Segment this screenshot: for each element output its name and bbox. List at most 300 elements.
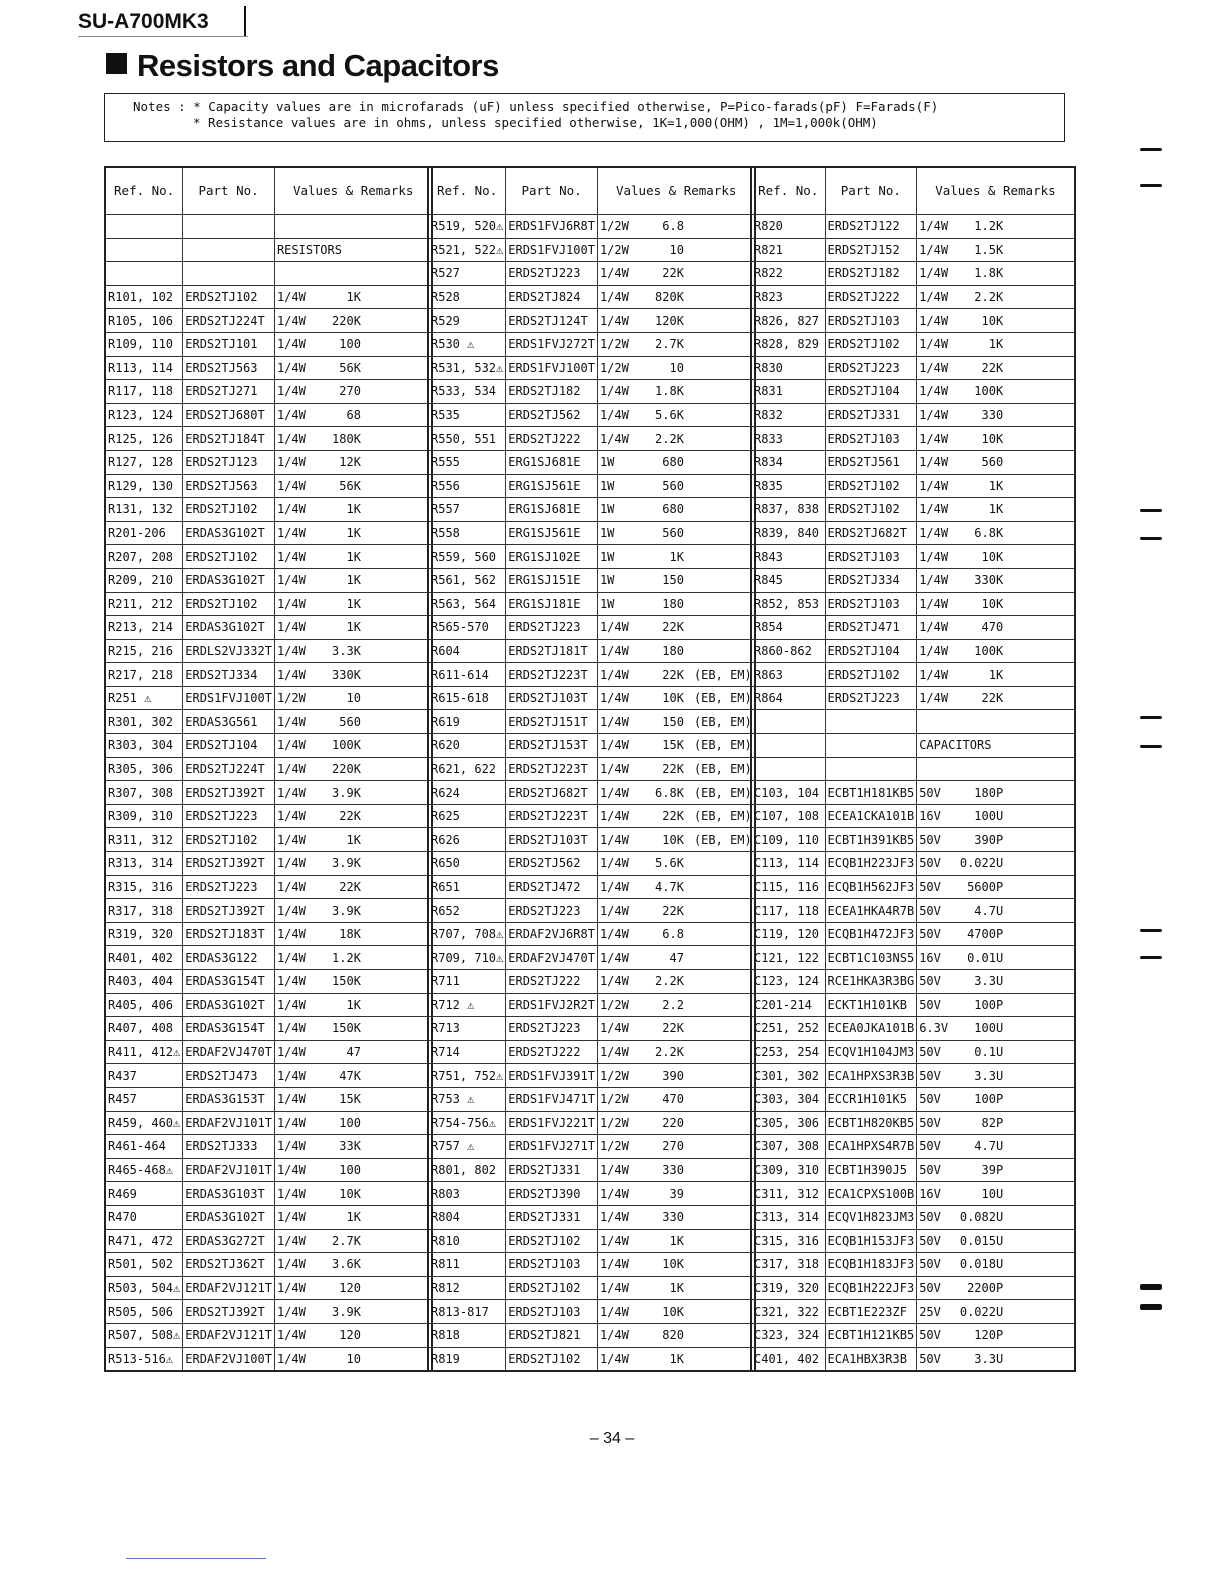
ref-cell <box>105 828 183 852</box>
ref-cell <box>428 757 506 781</box>
table-row <box>751 1111 1075 1135</box>
part-cell <box>825 828 917 852</box>
part-number: ECBT1H820KB5 <box>827 1115 915 1130</box>
remark <box>1003 428 1013 450</box>
remark <box>684 286 694 308</box>
value: 3.3K <box>332 643 361 658</box>
values-cell <box>597 804 755 828</box>
values-cell <box>597 1040 755 1064</box>
value: 22K <box>662 761 684 776</box>
remark <box>1003 1088 1013 1110</box>
rating: 1/4W <box>919 360 949 375</box>
remark <box>684 876 694 898</box>
ref-cell <box>105 663 183 687</box>
ref-number: R211, 212 <box>108 596 174 611</box>
ref-cell <box>751 309 825 333</box>
rating: 1/4W <box>276 1351 306 1366</box>
ref-cell <box>428 1087 506 1111</box>
table-row <box>751 639 1075 663</box>
remark <box>361 1348 371 1370</box>
value: 33K <box>339 1139 361 1154</box>
rating: 1W <box>599 455 615 470</box>
part-cell <box>506 828 598 852</box>
values-cell <box>917 1158 1075 1182</box>
value: 1K <box>346 832 361 847</box>
part-cell <box>506 474 598 498</box>
part-cell <box>183 238 275 262</box>
value: 560 <box>662 526 684 541</box>
value: 1K <box>988 502 1004 517</box>
ref-cell <box>428 1323 506 1347</box>
remark: (EB, EM) <box>693 761 752 776</box>
values-cell <box>597 450 755 474</box>
values-cell <box>917 521 1075 545</box>
values-cell <box>274 757 432 781</box>
remark <box>1003 569 1013 591</box>
part-cell <box>183 592 275 616</box>
value: 470 <box>662 1092 684 1107</box>
values-cell <box>274 568 432 592</box>
header-ref: Ref. No. <box>751 167 825 215</box>
ref-number: C319, 320 <box>754 1281 820 1296</box>
rating: 1/4W <box>276 974 306 989</box>
value: 150 <box>662 714 684 729</box>
part-number: ERDAF2VJ100T <box>185 1351 272 1366</box>
part-cell <box>506 521 598 545</box>
table-row <box>751 1064 1075 1088</box>
part-cell <box>825 498 917 522</box>
rating: 1/4W <box>276 1021 306 1036</box>
values-cell <box>274 1229 432 1253</box>
remark <box>361 900 371 922</box>
part-cell <box>506 568 598 592</box>
rating: 1/4W <box>919 667 949 682</box>
part-cell <box>825 403 917 427</box>
remark <box>1003 664 1013 686</box>
part-number: ECA1HPXS3R3B <box>827 1068 915 1083</box>
part-number: ECEA1CKA101B <box>827 809 915 824</box>
table-row <box>428 1182 755 1206</box>
values-cell <box>597 285 755 309</box>
value: 1K <box>669 1351 684 1366</box>
remark <box>361 498 371 520</box>
remark <box>1003 1230 1013 1252</box>
ref-cell <box>751 238 825 262</box>
table-row <box>751 1087 1075 1111</box>
values-cell <box>274 356 432 380</box>
table-row <box>428 1300 755 1324</box>
rating: 1/4W <box>276 1139 306 1154</box>
ref-cell <box>105 450 183 474</box>
remark <box>684 498 694 520</box>
rating: 1/4W <box>599 927 629 942</box>
table-row <box>428 804 755 828</box>
rating: 50V <box>919 1233 941 1248</box>
value: 1.8K <box>655 384 684 399</box>
remark <box>1003 546 1013 568</box>
value: 180P <box>974 785 1004 800</box>
values-cell <box>274 663 432 687</box>
rating: 1/4W <box>919 573 949 588</box>
values-cell <box>597 1323 755 1347</box>
value: 100K <box>974 643 1004 658</box>
table-row <box>428 1135 755 1159</box>
part-number: ERDS2TJ472 <box>508 879 581 894</box>
values-cell <box>917 285 1075 309</box>
ref-number: R559, 560 <box>431 549 497 564</box>
value: 100 <box>339 337 361 352</box>
part-cell <box>825 592 917 616</box>
part-number: ECBT1H390J5 <box>827 1163 907 1178</box>
part-number: ERDS1FVJ2R2T <box>508 997 595 1012</box>
remark <box>1003 616 1013 638</box>
part-number: ERDS2TJ122 <box>827 219 900 234</box>
value: 3.9K <box>332 856 361 871</box>
value: 1K <box>346 997 361 1012</box>
ref-number: R457 <box>108 1092 137 1107</box>
values-cell <box>597 875 755 899</box>
remark <box>1003 522 1013 544</box>
value: 3.9K <box>332 903 361 918</box>
part-number: ERDS1FVJ221T <box>508 1115 595 1130</box>
margin-mark <box>1140 929 1162 932</box>
part-number: ECQB1H562JF3 <box>827 879 915 894</box>
header-part: Part No. <box>506 167 598 215</box>
remark <box>684 310 694 332</box>
ref-cell <box>428 616 506 640</box>
table-row <box>751 1253 1075 1277</box>
values-cell <box>274 1158 432 1182</box>
ref-number: R757 ⚠ <box>431 1139 475 1154</box>
part-number: ECQB1H153JF3 <box>827 1233 915 1248</box>
part-cell <box>506 757 598 781</box>
ref-cell <box>105 215 183 239</box>
values-cell <box>274 828 432 852</box>
remark <box>361 734 371 756</box>
ref-cell <box>751 545 825 569</box>
ref-number: R852, 853 <box>754 596 820 611</box>
ref-cell <box>428 592 506 616</box>
value: 1K <box>346 596 361 611</box>
margin-mark <box>1140 1284 1162 1290</box>
value: 100P <box>974 1092 1004 1107</box>
part-cell <box>825 545 917 569</box>
part-cell <box>183 710 275 734</box>
table-row <box>105 474 432 498</box>
value: 270 <box>339 384 361 399</box>
ref-cell <box>428 710 506 734</box>
ref-number: C305, 306 <box>754 1115 820 1130</box>
ref-cell <box>751 781 825 805</box>
table-row <box>428 899 755 923</box>
remark: (EB, EM) <box>693 738 752 753</box>
values-cell <box>597 380 755 404</box>
rating: 1/4W <box>599 384 629 399</box>
ref-cell <box>751 427 825 451</box>
ref-number: R624 <box>431 785 460 800</box>
part-cell <box>183 781 275 805</box>
part-number: ECCR1H101K5 <box>827 1092 907 1107</box>
ref-cell <box>105 1182 183 1206</box>
ref-cell <box>751 215 825 239</box>
part-number: ERDS2TJ680T <box>185 408 265 423</box>
ref-number: R129, 130 <box>108 478 174 493</box>
ref-number: R403, 404 <box>108 974 174 989</box>
part-cell <box>183 380 275 404</box>
page-title <box>106 48 499 84</box>
ref-number: R531, 532⚠ <box>431 360 504 375</box>
ref-number: R558 <box>431 526 460 541</box>
part-number: ECA1HPXS4R7B <box>827 1139 915 1154</box>
ref-cell <box>428 356 506 380</box>
part-cell <box>825 1300 917 1324</box>
rating: 1/4W <box>276 431 306 446</box>
value: 2.2K <box>655 431 684 446</box>
value: 120K <box>655 313 684 328</box>
part-cell <box>183 1017 275 1041</box>
ref-number: R822 <box>754 266 783 281</box>
remark <box>684 852 694 874</box>
remark: (EB, EM) <box>693 667 752 682</box>
part-cell <box>825 1111 917 1135</box>
value: 1K <box>346 290 361 305</box>
ref-number: R309, 310 <box>108 809 174 824</box>
remark <box>1003 947 1013 969</box>
table-row <box>428 757 755 781</box>
part-cell <box>183 993 275 1017</box>
values-cell <box>597 757 755 781</box>
table-row <box>428 403 755 427</box>
values-cell <box>274 1347 432 1371</box>
table-row <box>105 1017 432 1041</box>
remark <box>1003 1348 1013 1370</box>
ref-cell <box>105 875 183 899</box>
table-row <box>428 639 755 663</box>
rating: 1/4W <box>276 879 306 894</box>
notes-label: Notes : <box>133 99 186 114</box>
part-number: ERDS2TJ562 <box>508 408 581 423</box>
ref-cell <box>105 710 183 734</box>
ref-number: R201-206 <box>108 526 166 541</box>
values-cell <box>597 1347 755 1371</box>
ref-number: R125, 126 <box>108 431 174 446</box>
ref-number: R411, 412⚠ <box>108 1045 181 1060</box>
value: 15K <box>662 738 684 753</box>
part-number: ERDAS3G154T <box>185 974 265 989</box>
remark <box>361 1277 371 1299</box>
part-cell <box>183 1323 275 1347</box>
part-cell <box>506 922 598 946</box>
value: 10K <box>662 1257 684 1272</box>
ref-cell <box>105 309 183 333</box>
remark <box>361 404 371 426</box>
ref-cell <box>428 262 506 286</box>
part-cell <box>825 970 917 994</box>
part-cell <box>183 1205 275 1229</box>
table-row <box>751 427 1075 451</box>
table-row <box>105 1205 432 1229</box>
table-row <box>751 899 1075 923</box>
remark <box>684 616 694 638</box>
value: 1.8K <box>974 266 1004 281</box>
values-cell <box>274 1040 432 1064</box>
value: 820K <box>655 290 684 305</box>
rating: 1/4W <box>599 290 629 305</box>
part-cell <box>506 1017 598 1041</box>
value: 22K <box>339 879 361 894</box>
part-number: ERDS2TJ182 <box>508 384 581 399</box>
value: 680 <box>662 502 684 517</box>
ref-number: R459, 460⚠ <box>108 1115 181 1130</box>
part-number: ECBT1H181KB5 <box>827 785 915 800</box>
ref-cell <box>751 804 825 828</box>
ref-cell <box>751 875 825 899</box>
remark <box>684 1088 694 1110</box>
value: 4.7K <box>655 879 684 894</box>
ref-cell <box>751 1182 825 1206</box>
part-cell <box>825 1017 917 1041</box>
values-cell <box>597 1182 755 1206</box>
values-cell <box>597 899 755 923</box>
value: 3.3U <box>974 1351 1004 1366</box>
remark <box>684 262 694 284</box>
remark <box>361 1088 371 1110</box>
value: 330 <box>662 1210 684 1225</box>
values-cell <box>917 946 1075 970</box>
part-number: ERDAF2VJ101T <box>185 1163 272 1178</box>
values-cell <box>597 1111 755 1135</box>
part-cell <box>183 285 275 309</box>
value: 22K <box>662 903 684 918</box>
table-row <box>105 521 432 545</box>
part-number: ERDS2TJ223 <box>827 691 900 706</box>
value: 22K <box>981 360 1004 375</box>
remark <box>684 333 694 355</box>
table-row <box>751 1182 1075 1206</box>
part-number: ERDS1FVJ391T <box>508 1068 595 1083</box>
part-cell <box>825 710 917 734</box>
ref-number: R651 <box>431 879 460 894</box>
table-row <box>751 781 1075 805</box>
table-row <box>428 1347 755 1371</box>
part-cell <box>825 309 917 333</box>
table-row <box>105 663 432 687</box>
part-cell <box>506 1229 598 1253</box>
part-number: ERDAF2VJ101T <box>185 1115 272 1130</box>
table-row <box>105 1135 432 1159</box>
part-cell <box>183 852 275 876</box>
remark <box>1003 333 1013 355</box>
ref-cell <box>751 1087 825 1111</box>
ref-number: C307, 308 <box>754 1139 820 1154</box>
ref-number: R834 <box>754 455 783 470</box>
remark <box>684 1301 694 1323</box>
remark <box>1003 239 1013 261</box>
remark: (EB, EM) <box>693 714 752 729</box>
part-cell <box>825 734 917 758</box>
part-cell <box>506 403 598 427</box>
ref-cell <box>428 545 506 569</box>
rating: 1/4W <box>919 620 949 635</box>
ref-cell <box>751 852 825 876</box>
part-cell <box>825 1182 917 1206</box>
part-number: ERDS2TJ821 <box>508 1328 581 1343</box>
values-cell <box>274 1017 432 1041</box>
ref-number: R527 <box>431 266 460 281</box>
ref-cell <box>105 474 183 498</box>
remark <box>1003 357 1013 379</box>
ref-cell <box>751 734 825 758</box>
part-number: ERDS2TJ102 <box>508 1233 581 1248</box>
table-row <box>105 781 432 805</box>
part-cell <box>183 1135 275 1159</box>
part-cell <box>825 262 917 286</box>
remark <box>684 380 694 402</box>
ref-cell <box>428 450 506 474</box>
ref-cell <box>751 450 825 474</box>
ref-cell <box>751 639 825 663</box>
values-cell <box>274 899 432 923</box>
part-cell <box>506 875 598 899</box>
part-cell <box>506 804 598 828</box>
table-row <box>105 545 432 569</box>
ref-number: R804 <box>431 1210 460 1225</box>
values-cell <box>917 403 1075 427</box>
table-row <box>428 1040 755 1064</box>
values-cell <box>917 1182 1075 1206</box>
ref-number: R563, 564 <box>431 596 497 611</box>
rating: 50V <box>919 997 941 1012</box>
values-cell <box>597 922 755 946</box>
part-cell <box>506 1205 598 1229</box>
values-cell <box>274 875 432 899</box>
part-number: ERDS2TJ123 <box>185 455 258 470</box>
part-cell <box>183 1158 275 1182</box>
part-cell <box>183 427 275 451</box>
part-cell <box>183 686 275 710</box>
remark <box>684 1206 694 1228</box>
table-row <box>751 1135 1075 1159</box>
ref-number: C401, 402 <box>754 1351 820 1366</box>
part-cell <box>506 946 598 970</box>
part-cell <box>183 922 275 946</box>
ref-cell <box>751 1017 825 1041</box>
rating: 1/4W <box>276 903 306 918</box>
ref-number: R528 <box>431 290 460 305</box>
part-number: ERDS2TJ102 <box>185 596 258 611</box>
value: 10K <box>662 691 684 706</box>
value: 3.3U <box>974 974 1004 989</box>
rating: 1/4W <box>599 1210 629 1225</box>
rating: 1/4W <box>276 1068 306 1083</box>
values-cell <box>274 922 432 946</box>
remark <box>1003 1041 1013 1063</box>
ref-cell <box>428 1135 506 1159</box>
values-cell <box>597 993 755 1017</box>
table-row <box>751 970 1075 994</box>
part-cell <box>825 663 917 687</box>
table-row <box>105 1111 432 1135</box>
ref-number: R303, 304 <box>108 738 174 753</box>
values-cell <box>597 238 755 262</box>
part-cell <box>825 285 917 309</box>
part-number: ECQB1H222JF3 <box>827 1281 915 1296</box>
ref-number: R556 <box>431 478 460 493</box>
part-cell <box>506 734 598 758</box>
part-number: ERDS2TJ223 <box>827 360 900 375</box>
notes-line-2: * Resistance values are in ohms, unless specified otherwise, 1K=1,000(OHM) , 1M=1,000k(OHM) <box>193 115 878 130</box>
ref-number: C115, 116 <box>754 879 820 894</box>
